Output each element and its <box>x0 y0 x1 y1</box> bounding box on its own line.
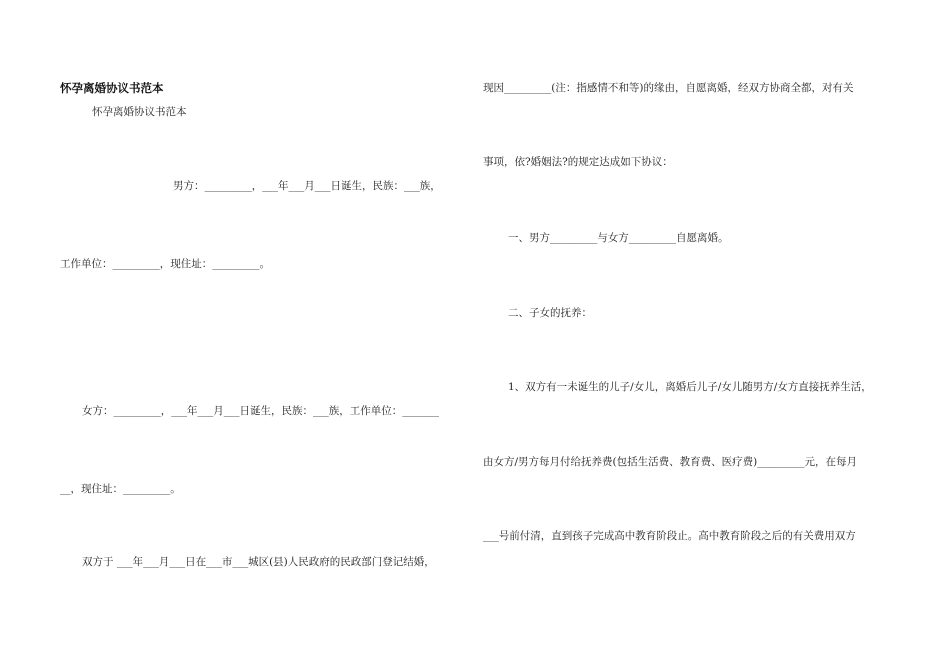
paragraph-line: __，现住址：_________。 <box>60 483 181 495</box>
paragraph-line: 由女方/男方每月付给抚养费(包括生活费、教育费、医疗费)_________元，在每月 <box>483 456 857 468</box>
right-column <box>475 0 950 672</box>
document-title: 怀孕离婚协议书范本 <box>60 81 164 95</box>
paragraph-line: 女方：_________，___年___月___日诞生，民族：___族，工作单位：_______ <box>82 405 439 417</box>
paragraph-line: 现因_________(注：指感情不和等)的缘由，自愿离婚，经双方协商全都，对有关 <box>483 82 854 94</box>
paragraph-line: 工作单位：_________，现住址：_________。 <box>60 258 270 270</box>
paragraph-line: 事项，依?婚姻法?的规定达成如下协议： <box>483 156 673 168</box>
clause-heading: 一、男方_________与女方_________自愿离婚。 <box>508 232 729 244</box>
paragraph-line: 男方：_________，___年___月___日诞生，民族：___族， <box>173 180 441 192</box>
paragraph-line: 双方于 ___年___月___日在___市___城区(县)人民政府的民政部门登记结婚， <box>82 556 435 568</box>
clause-heading: 二、子女的抚养： <box>508 307 592 319</box>
paragraph-line: 1、双方有一未诞生的儿子/女儿，离婚后儿子/女儿随男方/女方直接抚养生活， <box>508 381 872 393</box>
paragraph-line: ___号前付清，直到孩子完成高中教育阶段止。高中教育阶段之后的有关费用双方 <box>483 530 856 542</box>
document-subtitle: 怀孕离婚协议书范本 <box>92 106 187 118</box>
